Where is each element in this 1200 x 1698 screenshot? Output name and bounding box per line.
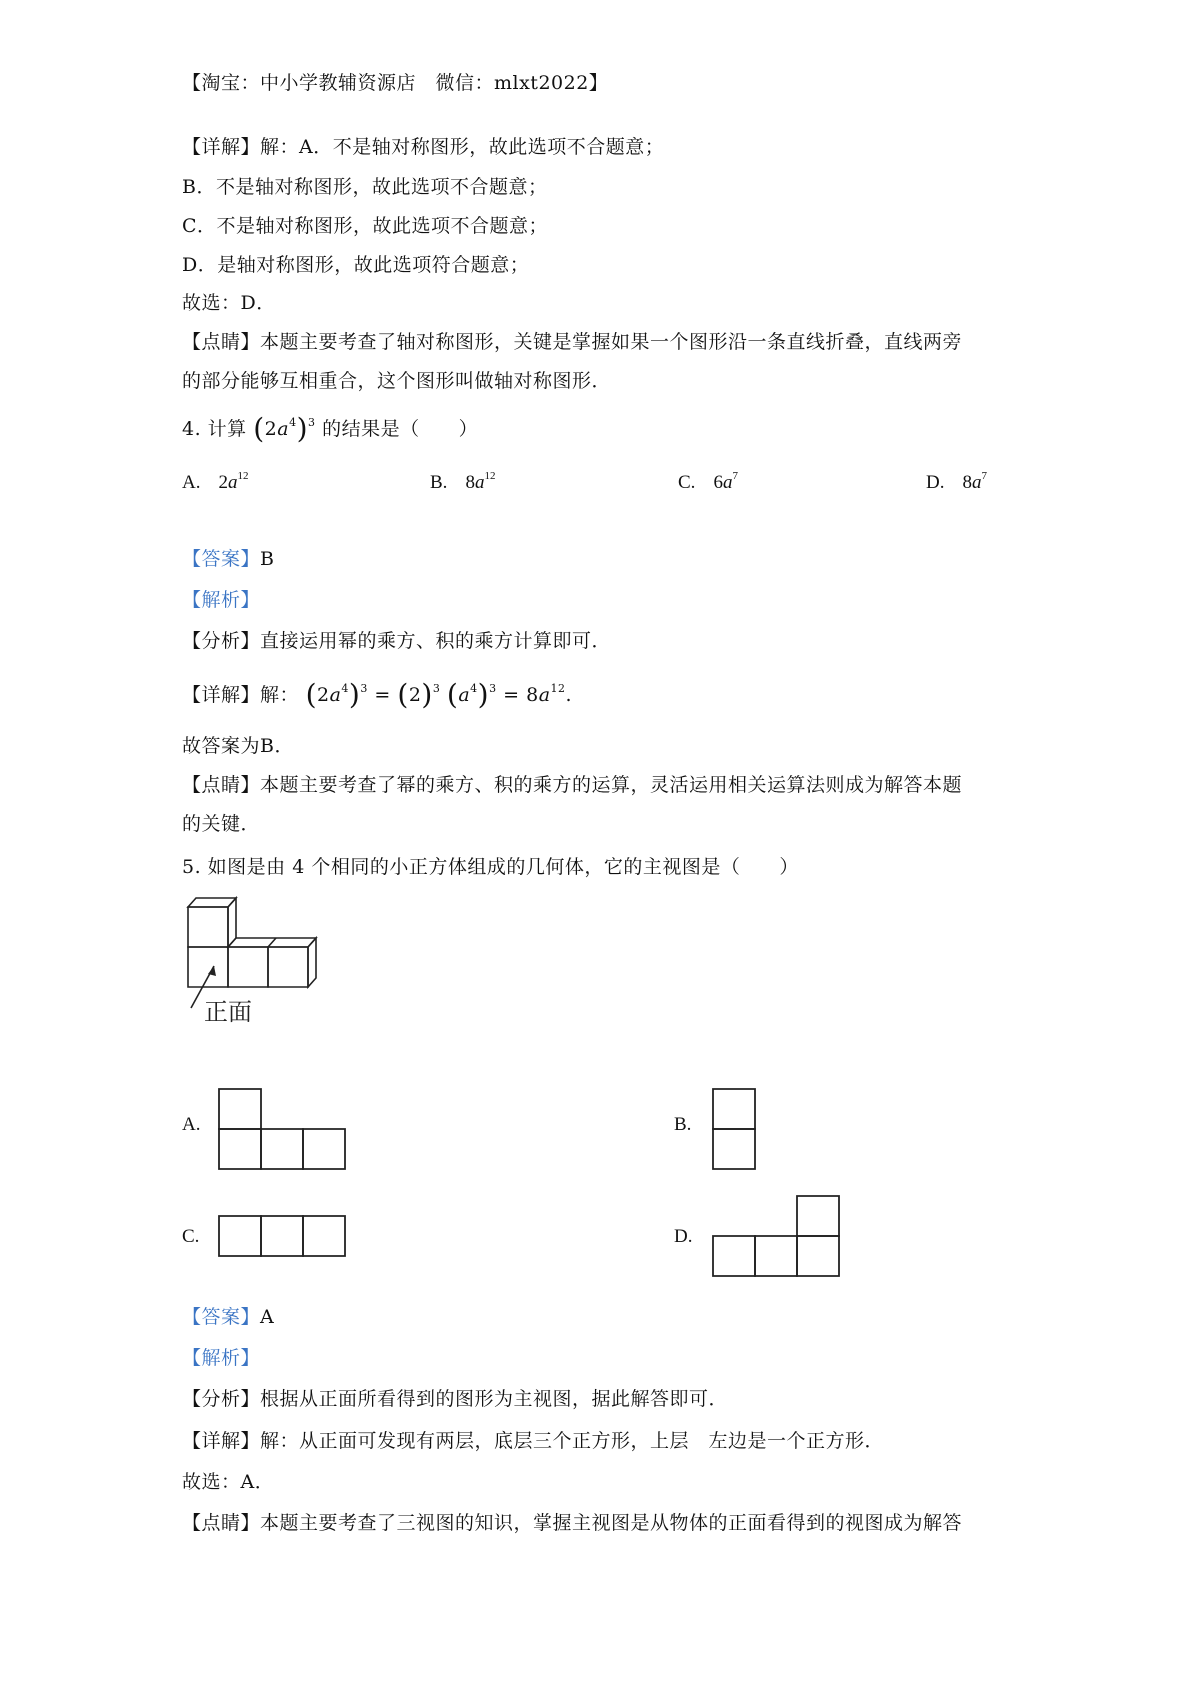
q3-option-b-note: B．不是轴对称图形，故此选项不合题意；	[182, 176, 548, 198]
q4-analysis: 【分析】直接运用幂的乘方、积的乘方计算即可．	[182, 630, 612, 652]
q5-detail: 【详解】解：从正面可发现有两层，底层三个正方形，上层 左边是一个正方形．	[182, 1430, 885, 1452]
q4-stem-base: 2	[264, 418, 278, 440]
math-exp: 12	[550, 682, 566, 695]
q5-option-a-figure	[218, 1088, 348, 1170]
q4-stem-suffix: 的结果是（ ）	[322, 418, 479, 440]
math-exp: 4	[341, 682, 349, 695]
q4-option-coef: 8	[465, 472, 475, 493]
q4-stem-prefix: 4. 计算	[182, 418, 247, 440]
q4-answer	[182, 546, 274, 572]
q4-open-paren: (	[253, 412, 265, 445]
q5-analysis-tag: 【解析】	[182, 1347, 261, 1369]
header-watermark: 【淘宝：中小学教辅资源店 微信：mlxt2022】	[182, 72, 609, 94]
q4-close-paren: )	[296, 412, 309, 445]
math-exp: 4	[470, 682, 478, 695]
q3-comment-line1: 【点睛】本题主要考查了轴对称图形，关键是掌握如果一个图形沿一条直线折叠，直线两旁	[182, 331, 963, 353]
q4-option-b	[430, 470, 495, 498]
q4-detail-prefix: 【详解】解：	[182, 684, 300, 706]
q5-option-a-label: A.	[182, 1114, 201, 1135]
q5-comment-line1: 【点睛】本题主要考查了三视图的知识，掌握主视图是从物体的正面看得到的视图成为解答	[182, 1512, 963, 1534]
answer-value: A	[260, 1306, 275, 1328]
q5-analysis: 【分析】根据从正面所看得到的图形为主视图，据此解答即可．	[182, 1388, 729, 1410]
q4-choose: 故答案为B．	[182, 735, 294, 757]
q3-comment-line2: 的部分能够互相重合，这个图形叫做轴对称图形．	[182, 370, 612, 392]
q4-option-exp: 12	[484, 470, 496, 482]
math-var: a	[329, 684, 342, 706]
math-num: 2	[408, 684, 422, 706]
answer-tag: 【答案】	[182, 1306, 261, 1328]
math-num: 8	[526, 684, 539, 706]
answer-value: B	[260, 548, 275, 570]
front-face-label: 正面	[204, 998, 252, 1026]
q3-choose: 故选：D．	[182, 292, 276, 314]
q4-comment-line2: 的关键．	[182, 813, 261, 835]
q4-option-d	[926, 470, 987, 498]
q4-option-a	[182, 470, 248, 498]
math-exp: 3	[489, 682, 497, 695]
q4-option-var: a	[227, 472, 238, 493]
q4-option-coef: 8	[962, 472, 972, 493]
q5-option-c-figure	[218, 1215, 348, 1259]
q4-option-label: D.	[926, 472, 945, 493]
q4-stem	[182, 413, 478, 445]
math-var: a	[538, 684, 551, 706]
q5-option-b-label: B.	[674, 1114, 692, 1135]
q4-option-exp: 7	[732, 470, 738, 482]
q5-option-d-label: D.	[674, 1226, 693, 1247]
answer-tag: 【答案】	[182, 548, 261, 570]
q3-option-c-note: C．不是轴对称图形，故此选项不合题意；	[182, 215, 549, 237]
q4-option-var: a	[971, 472, 982, 493]
q4-option-label: A.	[182, 472, 201, 493]
q4-option-exp: 12	[237, 470, 249, 482]
q4-option-var: a	[722, 472, 733, 493]
math-var: a	[458, 684, 471, 706]
q4-detail: 【详解】解： $(2a^4)^3 = (2)^3$ $(a^4)^3 = 8a^{12}$.	[182, 678, 573, 711]
q4-option-coef: 6	[713, 472, 723, 493]
q4-stem-inner-exp: 4	[289, 416, 297, 429]
q5-answer	[182, 1304, 274, 1330]
q4-option-coef: 2	[218, 472, 228, 493]
q5-option-b-figure	[712, 1088, 758, 1170]
math-num: 2	[317, 684, 330, 706]
math-exp: 3	[432, 682, 441, 695]
q4-option-c	[678, 470, 738, 498]
q4-stem-var: a	[277, 418, 290, 440]
q5-choose: 故选：A．	[182, 1471, 275, 1493]
q5-option-c-label: C.	[182, 1226, 200, 1247]
q4-stem-outer-exp: 3	[308, 416, 316, 429]
q4-option-exp: 7	[981, 470, 987, 482]
q5-stem: 5. 如图是由 4 个相同的小正方体组成的几何体，它的主视图是（ ）	[182, 856, 799, 878]
q4-comment-line1: 【点睛】本题主要考查了幂的乘方、积的乘方的运算，灵活运用相关运算法则成为解答本题	[182, 774, 963, 796]
q4-option-label: C.	[678, 472, 696, 493]
q5-option-d-figure	[712, 1195, 842, 1277]
q3-detail: 【详解】解：A．不是轴对称图形，故此选项不合题意；	[182, 136, 665, 158]
q4-option-var: a	[474, 472, 485, 493]
q3-option-d-note: D．是轴对称图形，故此选项符合题意；	[182, 254, 530, 276]
q4-option-label: B.	[430, 472, 448, 493]
q4-analysis-tag: 【解析】	[182, 589, 261, 611]
math-exp: 3	[360, 682, 368, 695]
